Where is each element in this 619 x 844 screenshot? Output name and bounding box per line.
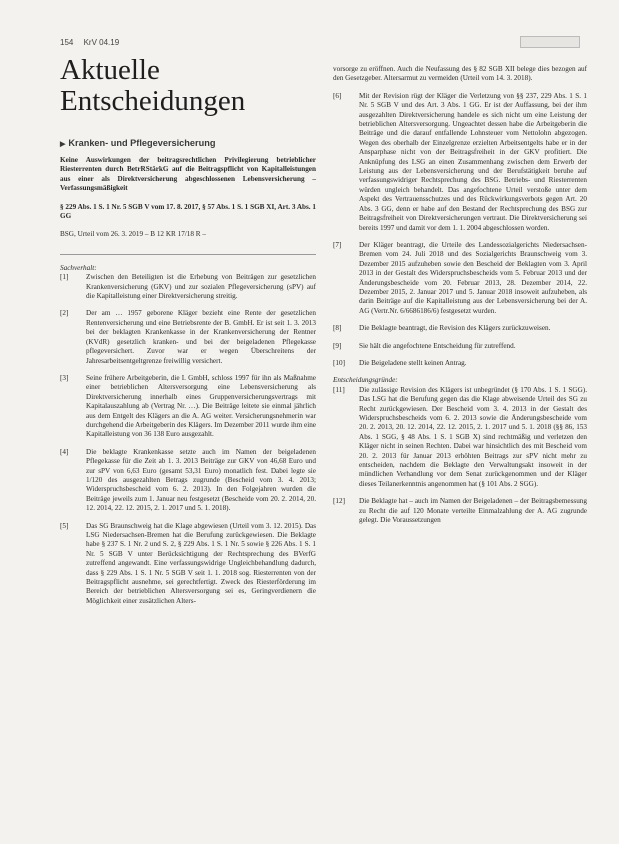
paragraph-text: Das SG Braunschweig hat die Klage abgewiesen (Urteil vom 3. 12. 2015). Das LSG Niedersachsen-Bremen hat die Berufung zurückgewiesen. Die Beklagte habe § 237 S. 1 Nr. 2 und S. 2, § 229 Abs. 1 S. 1 Nr. 5 sowie § 226 Abs. 1 S. 1 Nr. 5 SGB V unter Berücksichtigung der Rechtsprechung des BVerfG zutreffend angewandt. Eine verfassungswidrige Ungleichbehandlung dadurch, dass § 229 Abs. 1 S. 1 Nr. 5 SGB V seit 1. 1. 2018 sog. Riesterrenten von der Beitragspflicht ausnehme, sei gerechtfertigt. Zweck des Riesterförderung im Bereich der betrieblichen Altersversorgung sei es, Geringverdienern die Möglichkeit einer zusätzlichen Alters- bbox=[86, 521, 316, 605]
title-line-2: Entscheidungen bbox=[60, 85, 246, 117]
paragraph-text: Seine frühere Arbeitgeberin, die I. GmbH, schloss 1997 für ihn als Maßnahme einer betrieblichen Altersversorgung eine Lebensversicherung als Direktversicherung innerhalb eines Gruppenversicherungsvertrags mit Kapitalauszahlung ab (Vertrag Nr. …). Die Beiträge leitete sie einmal jährlich aus dem Entgelt des Klägers an die A. AG weiter. Versicherungsnehmerin war durchgehend die Arbeitgeberin des Klägers. Im Dezember 2011 wurde ihm eine Kapitalleistung von 36 138 Euro ausgezahlt. bbox=[86, 373, 316, 439]
section-heading bbox=[60, 137, 316, 151]
paragraph bbox=[60, 448, 316, 514]
paragraph-number: [3] bbox=[60, 373, 69, 382]
paragraph bbox=[333, 497, 587, 525]
gruende-label: Entscheidungsgründe: bbox=[333, 376, 398, 385]
paragraph-number: [10] bbox=[333, 358, 345, 367]
left-column bbox=[60, 55, 316, 614]
paragraph bbox=[333, 342, 587, 351]
paragraph-text: Der Kläger beantragt, die Urteile des Landessozialgerichts Niedersachsen-Bremen vom 24. Juli 2018 und des Sozialgerichts Braunschweig vom 3. Dezember 2015 aufzuheben sowie den Bescheid der Beklagten vom 3. April 2013 in der Gestalt des Widerspruchsbescheids vom 5. Februar 2013 und der Änderungsbescheide vom 20. Februar 2013, 28. Dezember 2014, 22. Dezember 2015, 2. Januar 2017 und 5. Januar 2018 insoweit aufzuheben, als darin Beiträge auf die Kapitalleistung aus der Lebensversicherung bei der A. AG (Vertr.Nr. 6/6686186/6) festgesetzt wurden. bbox=[359, 240, 587, 315]
paragraph-number: [4] bbox=[60, 447, 69, 456]
paragraph bbox=[60, 273, 316, 301]
right-column bbox=[333, 65, 587, 533]
paragraph-number: [2] bbox=[60, 309, 69, 318]
paragraph bbox=[60, 522, 316, 607]
paragraph-number: [12] bbox=[333, 497, 345, 506]
paragraph-number: [6] bbox=[333, 91, 342, 100]
paragraph-text: Die beklagte Krankenkasse setzte auch im Namen der beigeladenen Pflegekasse für die Zeit ab 1. 3. 2013 Beiträge zur GKV von 46,68 Euro und zur sPV von 6,63 Euro (gesamt 53,31 Euro) monatlich fest. Dabei legte sie 1/120 des ausgezahlten Betrags zugrunde (Bescheid vom 3. 4. 2013; Widerspruchsbescheid vom 6. 2. 2013). In den Folgejahren wurden die Beiträge jeweils zum 1. Januar neu festgesetzt (Bescheide vom 20. 2. 2014, 20. 12. 2014, 22. 12. 2015, 2. 1. 2017 und 5. 1. 2018). bbox=[86, 447, 316, 513]
page-header bbox=[60, 38, 580, 47]
paragraph-text: Die zulässige Revision des Klägers ist unbegründet (§ 170 Abs. 1 S. 1 SGG). Das LSG hat die Berufung gegen das die Klage abweisende Urteil des SG zu Recht zurückgewiesen. Der Bescheid vom 3. 4. 2013 in der Gestalt des Widerspruchsbescheids vom 6. 2. 2013 sowie die Änderungsbescheide vom 20. 2. 2013, 20. 12. 2014, 22. 12. 2015, 2. 1. 2017 und 5. 1. 2018 (§§ 86, 153 Abs. 1 SGG, § 48 Abs. 1 S. 1 SGB X) sind rechtmäßig und verletzen den Kläger nicht in seinen Rechten. Dabei war hinsichtlich des mit Bescheid vom 20. 2. 2013 für Januar 2013 erhöhten Beitrags zur sPV nicht mehr zu entscheiden, nachdem die Beklagte den Verwaltungsakt insoweit in der mündlichen Verhandlung vor dem Senat zurückgenommen und der Kläger dieses Teilanerkenntnis angenommen hat (§ 101 Abs. 2 SGG). bbox=[359, 385, 587, 488]
paragraph-number: [1] bbox=[60, 273, 69, 282]
divider bbox=[60, 254, 316, 255]
page-number: 154 bbox=[60, 38, 74, 47]
sachverhalt-label: Sachverhalt: bbox=[60, 263, 97, 272]
paragraph-text: Sie hält die angefochtene Entscheidung für zutreffend. bbox=[359, 341, 516, 350]
paragraph bbox=[333, 386, 587, 489]
header-badge bbox=[520, 36, 580, 48]
paragraph-number: [8] bbox=[333, 324, 342, 333]
continued-text: vorsorge zu eröffnen. Auch die Neufassung des § 82 SGB XII belege dies bezogen auf den Gesetzgeber. Altersarmut zu vermeiden (Urteil vom 14. 3. 2018). bbox=[333, 65, 587, 83]
paragraph-number: [5] bbox=[60, 521, 69, 530]
court-citation: BSG, Urteil vom 26. 3. 2019 – B 12 KR 17/18 R – bbox=[60, 230, 206, 239]
paragraph-text: Die Beklagte beantragt, die Revision des Klägers zurückzuweisen. bbox=[359, 324, 551, 333]
paragraph-text: Die Beigeladene stellt keinen Antrag. bbox=[359, 358, 467, 367]
paragraph-number: [11] bbox=[333, 385, 345, 394]
triangle-bullet-icon: ▶ bbox=[60, 141, 66, 148]
issue-label: KrV 04.19 bbox=[83, 38, 120, 47]
paragraph-text: Die Beklagte hat – auch im Namen der Beigeladenen – der Beitragsbemessung zu Recht die auf 120 Monate verteilte Einmalzahlung der A. AG zugrunde gelegt. Die Voraussetzungen bbox=[359, 497, 587, 525]
paragraph bbox=[60, 374, 316, 440]
paragraph-text: Der am … 1957 geborene Kläger bezieht eine Rente der gesetzlichen Rentenversicherung und eine Betriebsrente der B. GmbH. Er ist seit 1. 3. 2013 bei der beklagten Krankenkasse in der Krankenversicherung der Rentner (KVdR) gesetzlich kranken- und bei der beigeladenen Pflegekasse pflegeversichert. Zuvor war er wegen Überschreitens der Jahresarbeitsentgeltgrenze freiwillig versichert. bbox=[86, 309, 316, 365]
norm-references: § 229 Abs. 1 S. 1 Nr. 5 SGB V vom 17. 8. 2017, § 57 Abs. 1 S. 1 SGB XI, Art. 3 Abs. 1 GG bbox=[60, 202, 316, 221]
paragraph-text: Zwischen den Beteiligten ist die Erhebung von Beiträgen zur gesetzlichen Krankenversicherung (GKV) und zur sozialen Pflegeversicherung (sPV) auf die Kapitalleistung einer Direktversicherung streitig. bbox=[86, 273, 316, 301]
paragraph-number: [9] bbox=[333, 341, 342, 350]
headnote: Keine Auswirkungen der beitragsrechtlichen Privilegierung betrieblicher Riesterrenten durch BetrRStärkG auf die Beitragspflicht von Kapitalleistungen aus einer als Direktversicherung abgeschlossenen Lebensversicherung – Verfassungsmäßigkeit bbox=[60, 156, 316, 193]
paragraph-text: Mit der Revision rügt der Kläger die Verletzung von §§ 237, 229 Abs. 1 S. 1 Nr. 5 SGB V und des Art. 3 Abs. 1 GG. Er ist der Auffassung, bei der ihm ausgezahlten Direktversicherung handele es sich nicht um eine Leistung der betrieblichen Altersversorgung. Ungeachtet dessen habe die Arbeitgeberin die Beiträge und die darauf entfallende Lohnsteuer vom Nettolohn abgezogen. Wegen des oberhalb der Einzelgrenze erzielten Arbeitsentgelts habe er in der Ansparphase nicht von der Beitragsfreiheit in der GKV profitiert. Die Anknüpfung des LSG an einen Zusammenhang zwischen dem Erwerb der Leistung aus der Lebensversicherung und der Berufstätigkeit beruhe auf verfassungswidriger Rechtsprechung des BSG. Betriebs- und Riesterrenten würden ungleich behandelt. Das angefochtene Urteil verstoße unter dem Aspekt des Vertrauensschutzes und des Rückwirkungsverbots gegen Art. 20 Abs. 3 GG, denn er habe auf den Bestand der Rechtsprechung des BSG zur Beitragsfreiheit von Direktversicherungen vertraut. Die Direktversicherung sei bereits 1997 und damit vor dem 1. 1. 2004 abgeschlossen worden. bbox=[359, 91, 587, 232]
paragraph-number: [7] bbox=[333, 240, 342, 249]
paragraph bbox=[333, 359, 587, 368]
paragraph bbox=[60, 309, 316, 365]
paragraph bbox=[333, 241, 587, 316]
paragraph bbox=[333, 92, 587, 233]
paragraph bbox=[333, 324, 587, 333]
page-title bbox=[60, 55, 316, 117]
title-line-1: Aktuelle bbox=[60, 54, 160, 86]
section-heading-text: Kranken- und Pflegeversicherung bbox=[68, 138, 216, 148]
